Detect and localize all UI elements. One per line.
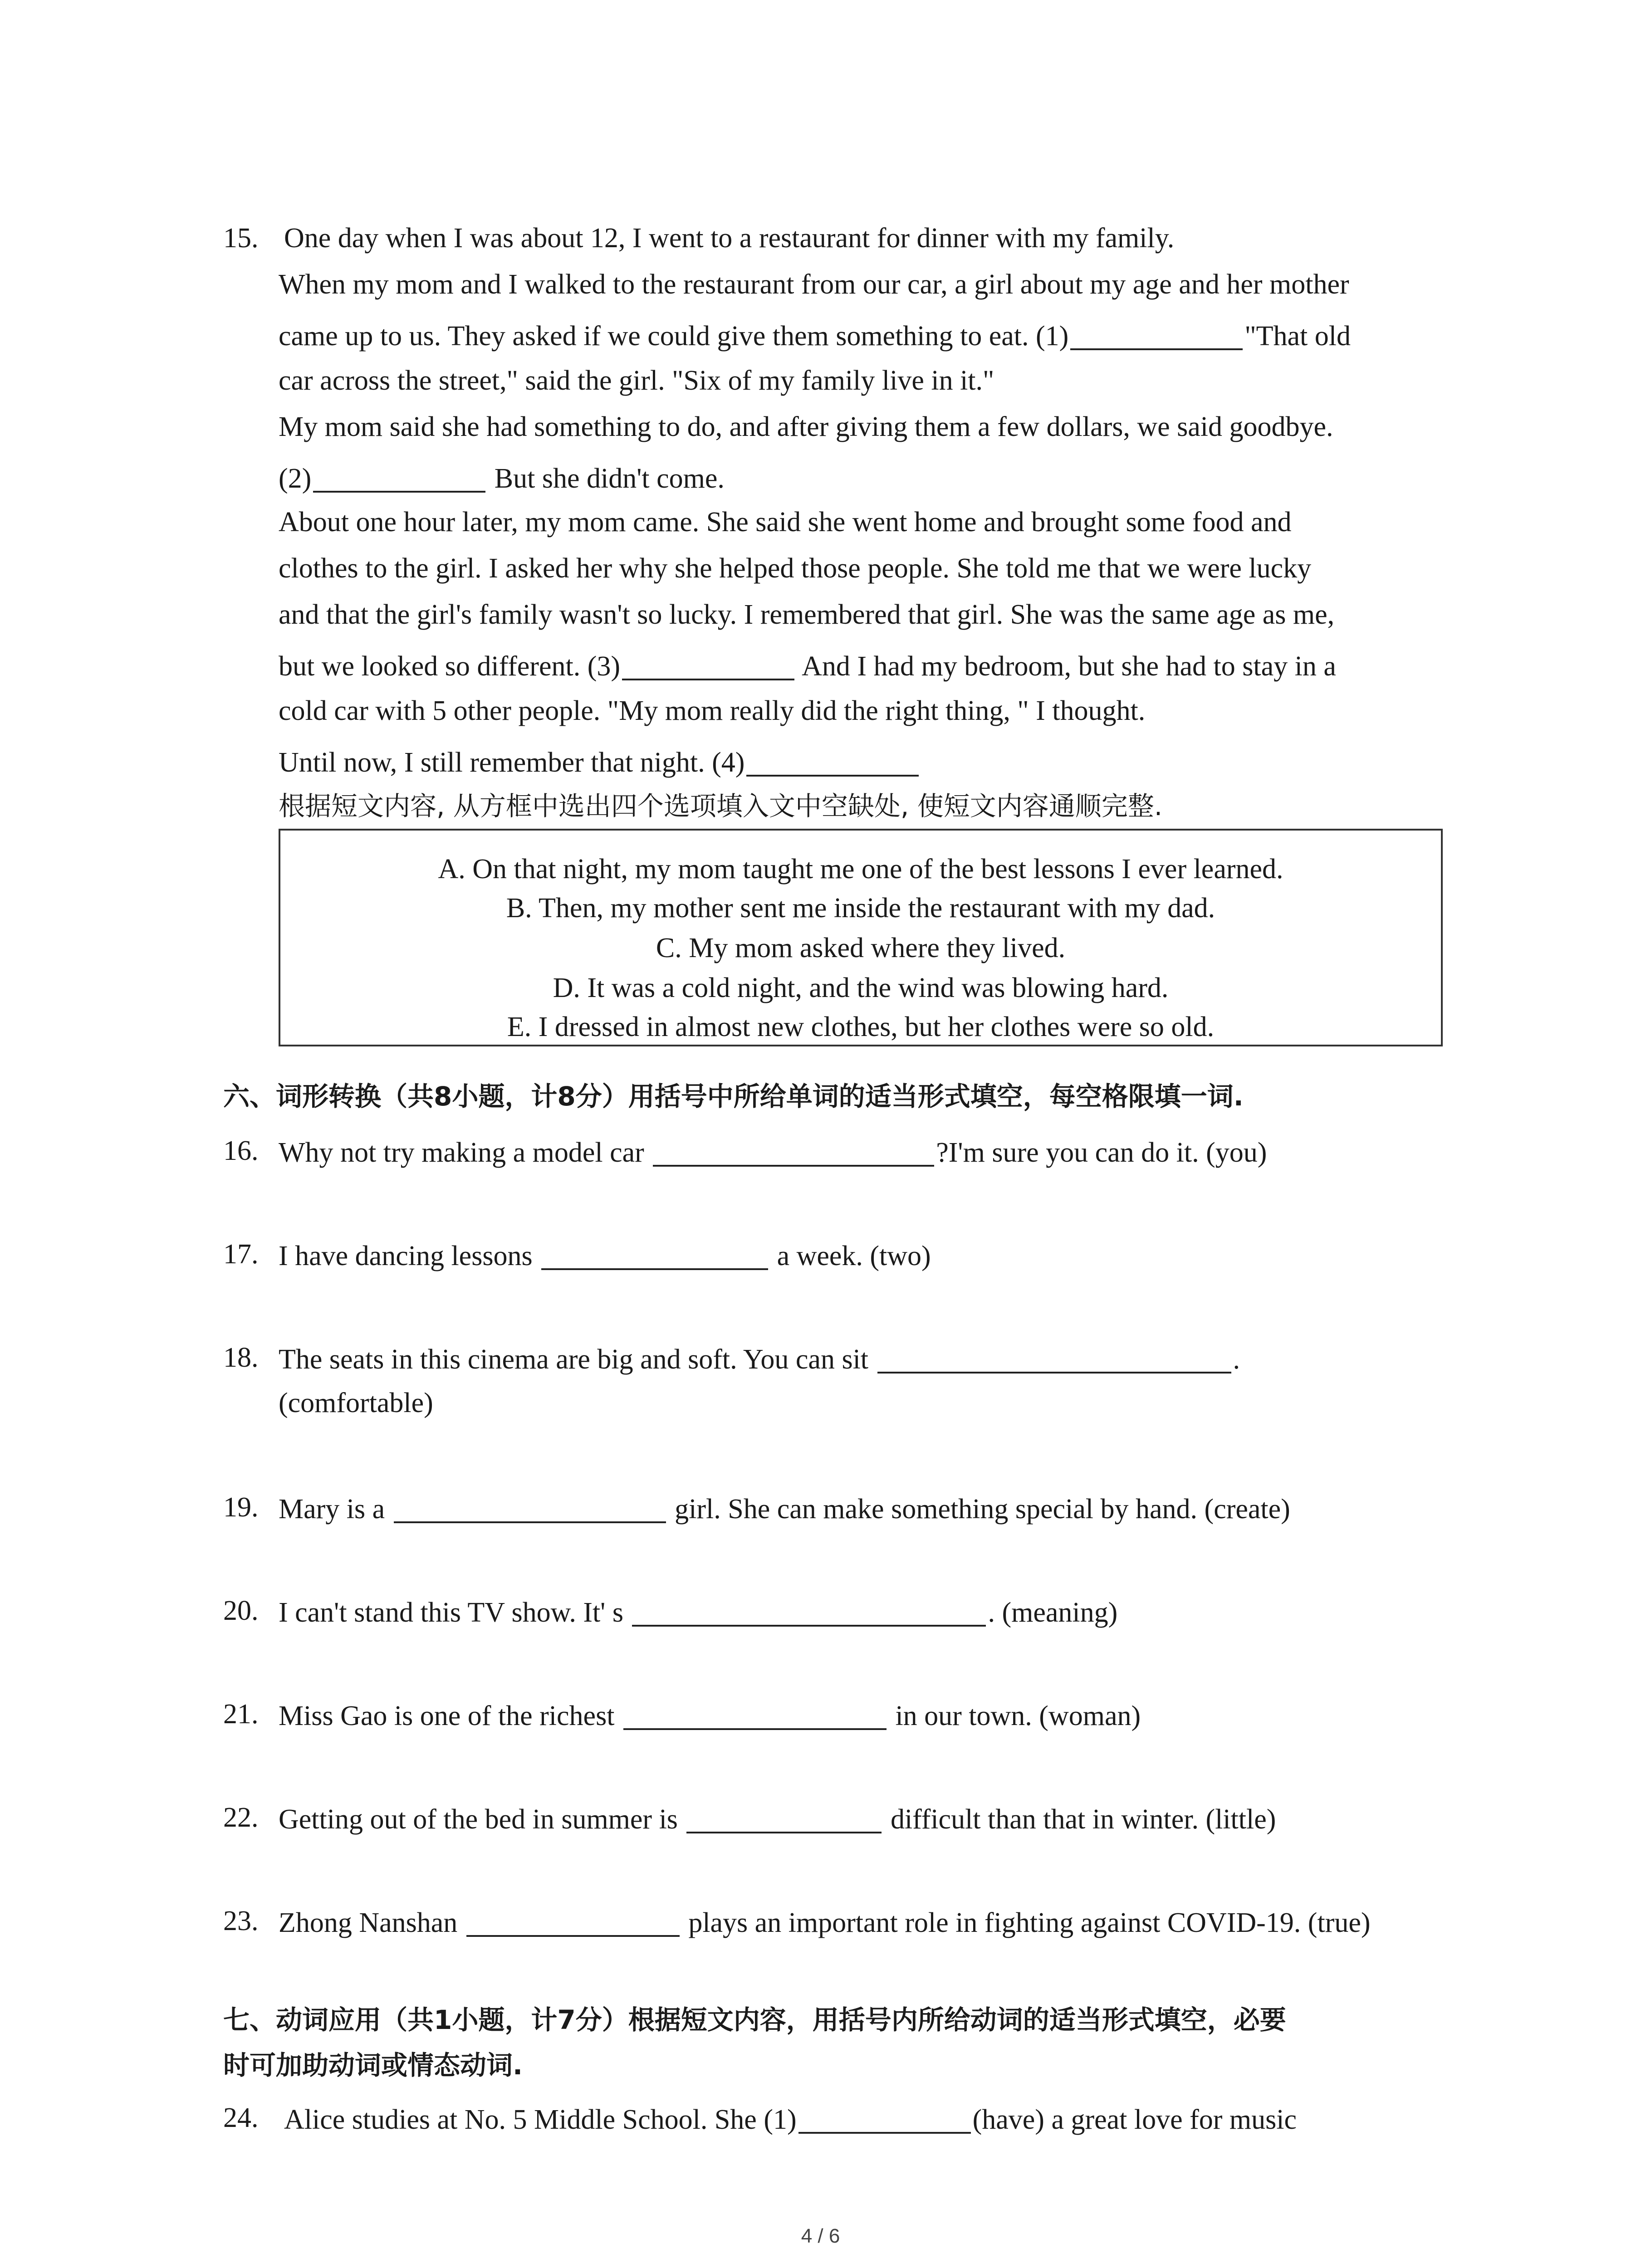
passage-line: When my mom and I walked to the restaurant from our car, a girl about my age and her mother	[279, 269, 1349, 300]
option-b: B. Then, my mother sent me inside the restaurant with my dad.	[506, 893, 1215, 924]
question-line: (comfortable)	[279, 1388, 433, 1418]
question-number: 22.	[223, 1802, 259, 1833]
options-box	[279, 829, 1443, 1046]
passage-text: And I had my bedroom, but she had to stay in a	[796, 651, 1336, 682]
question-number: 15.	[223, 223, 259, 254]
question-text: Zhong Nanshan	[279, 1907, 465, 1938]
passage-line: My mom said she had something to do, and after giving them a few dollars, we said goodbye.	[279, 411, 1333, 442]
section-heading: 时可加助动词或情态动词.	[223, 2050, 523, 2081]
passage-text: But she didn't come.	[487, 463, 725, 494]
question-line	[284, 2104, 1297, 2134]
page-number: 4 / 6	[801, 2225, 840, 2247]
question-number: 21.	[223, 1699, 259, 1730]
question-number: 16.	[223, 1135, 259, 1166]
passage-line: and that the girl's family wasn't so lucky. I remembered that girl. She was the same age as me,	[279, 599, 1335, 630]
passage-line: car across the street," said the girl. "Six of my family live in it."	[279, 365, 994, 396]
passage-text: "That old	[1244, 321, 1351, 352]
question-text: The seats in this cinema are big and soft. You can sit	[279, 1344, 876, 1375]
question-text: Why not try making a model car	[279, 1137, 652, 1168]
question-number: 18.	[223, 1342, 259, 1373]
question-line	[279, 1804, 1276, 1833]
question-text: plays an important role in fighting against COVID-19. (true)	[681, 1907, 1371, 1938]
option-d: D. It was a cold night, and the wind was blowing hard.	[553, 973, 1169, 1003]
option-c: C. My mom asked where they lived.	[656, 933, 1066, 963]
passage-line: clothes to the girl. I asked her why she helped those people. She told me that we were lucky	[279, 553, 1312, 584]
question-text: (have) a great love for music	[972, 2104, 1297, 2135]
answer-blank[interactable]	[394, 1493, 666, 1523]
question-number: 23.	[223, 1906, 259, 1936]
passage-text: Until now, I still remember that night. (4)	[279, 747, 745, 778]
passage-line: About one hour later, my mom came. She said she went home and brought some food and	[279, 507, 1292, 538]
question-text: a week. (two)	[770, 1241, 931, 1271]
question-text: difficult than that in winter. (little)	[883, 1804, 1276, 1835]
question-text: Miss Gao is one of the richest	[279, 1701, 622, 1731]
answer-blank-2[interactable]	[313, 463, 485, 493]
passage-line	[279, 463, 725, 493]
question-text: . (meaning)	[988, 1597, 1118, 1628]
question-text: ?I'm sure you can do it. (you)	[936, 1137, 1267, 1168]
instruction: 根据短文内容, 从方框中选出四个选项填入文中空缺处, 使短文内容通顺完整.	[279, 791, 1163, 821]
answer-blank[interactable]	[541, 1240, 768, 1270]
passage-text: (2)	[279, 463, 312, 494]
question-line	[279, 1493, 1290, 1523]
question-text: I have dancing lessons	[279, 1241, 540, 1271]
passage-text: came up to us. They asked if we could give them something to eat. (1)	[279, 321, 1069, 352]
section-heading: 六、词形转换（共8小题，计8分）用括号中所给单词的适当形式填空，每空格限填一词.	[223, 1081, 1244, 1112]
question-text: in our town. (woman)	[888, 1701, 1141, 1731]
question-line	[279, 1137, 1267, 1167]
question-text: I can't stand this TV show. It' s	[279, 1597, 631, 1628]
question-number: 19.	[223, 1492, 259, 1523]
answer-blank[interactable]	[623, 1700, 887, 1730]
question-text: .	[1233, 1344, 1240, 1375]
question-text: girl. She can make something special by hand. (create)	[667, 1494, 1290, 1525]
question-line	[279, 1597, 1117, 1627]
passage-line	[279, 650, 1336, 680]
passage-line: One day when I was about 12, I went to a restaurant for dinner with my family.	[284, 223, 1175, 254]
answer-blank-3[interactable]	[622, 650, 794, 680]
question-number: 24.	[223, 2102, 259, 2133]
option-e: E. I dressed in almost new clothes, but her clothes were so old.	[507, 1012, 1215, 1042]
section-heading: 七、动词应用（共1小题，计7分）根据短文内容，用括号内所给动词的适当形式填空，必要	[223, 2004, 1286, 2035]
question-number: 20.	[223, 1595, 259, 1626]
option-a: A. On that night, my mom taught me one of the best lessons I ever learned.	[438, 854, 1283, 885]
answer-blank[interactable]	[798, 2104, 971, 2134]
passage-line	[279, 320, 1351, 350]
question-text: Getting out of the bed in summer is	[279, 1804, 685, 1835]
question-text: Mary is a	[279, 1494, 392, 1525]
question-number: 17.	[223, 1239, 259, 1270]
question-text: Alice studies at No. 5 Middle School. She (1)	[284, 2104, 797, 2135]
passage-text: but we looked so different. (3)	[279, 651, 620, 682]
question-line	[279, 1700, 1141, 1730]
passage-line: cold car with 5 other people. "My mom really did the right thing, " I thought.	[279, 695, 1146, 726]
answer-blank[interactable]	[632, 1597, 986, 1627]
answer-blank[interactable]	[466, 1907, 680, 1937]
answer-blank-1[interactable]	[1070, 320, 1243, 350]
answer-blank[interactable]	[877, 1344, 1231, 1374]
question-line	[279, 1907, 1370, 1937]
question-line	[279, 1240, 931, 1270]
passage-line	[279, 747, 921, 777]
answer-blank-4[interactable]	[746, 747, 919, 777]
answer-blank[interactable]	[686, 1804, 882, 1833]
question-line	[279, 1344, 1240, 1374]
answer-blank[interactable]	[653, 1137, 934, 1167]
